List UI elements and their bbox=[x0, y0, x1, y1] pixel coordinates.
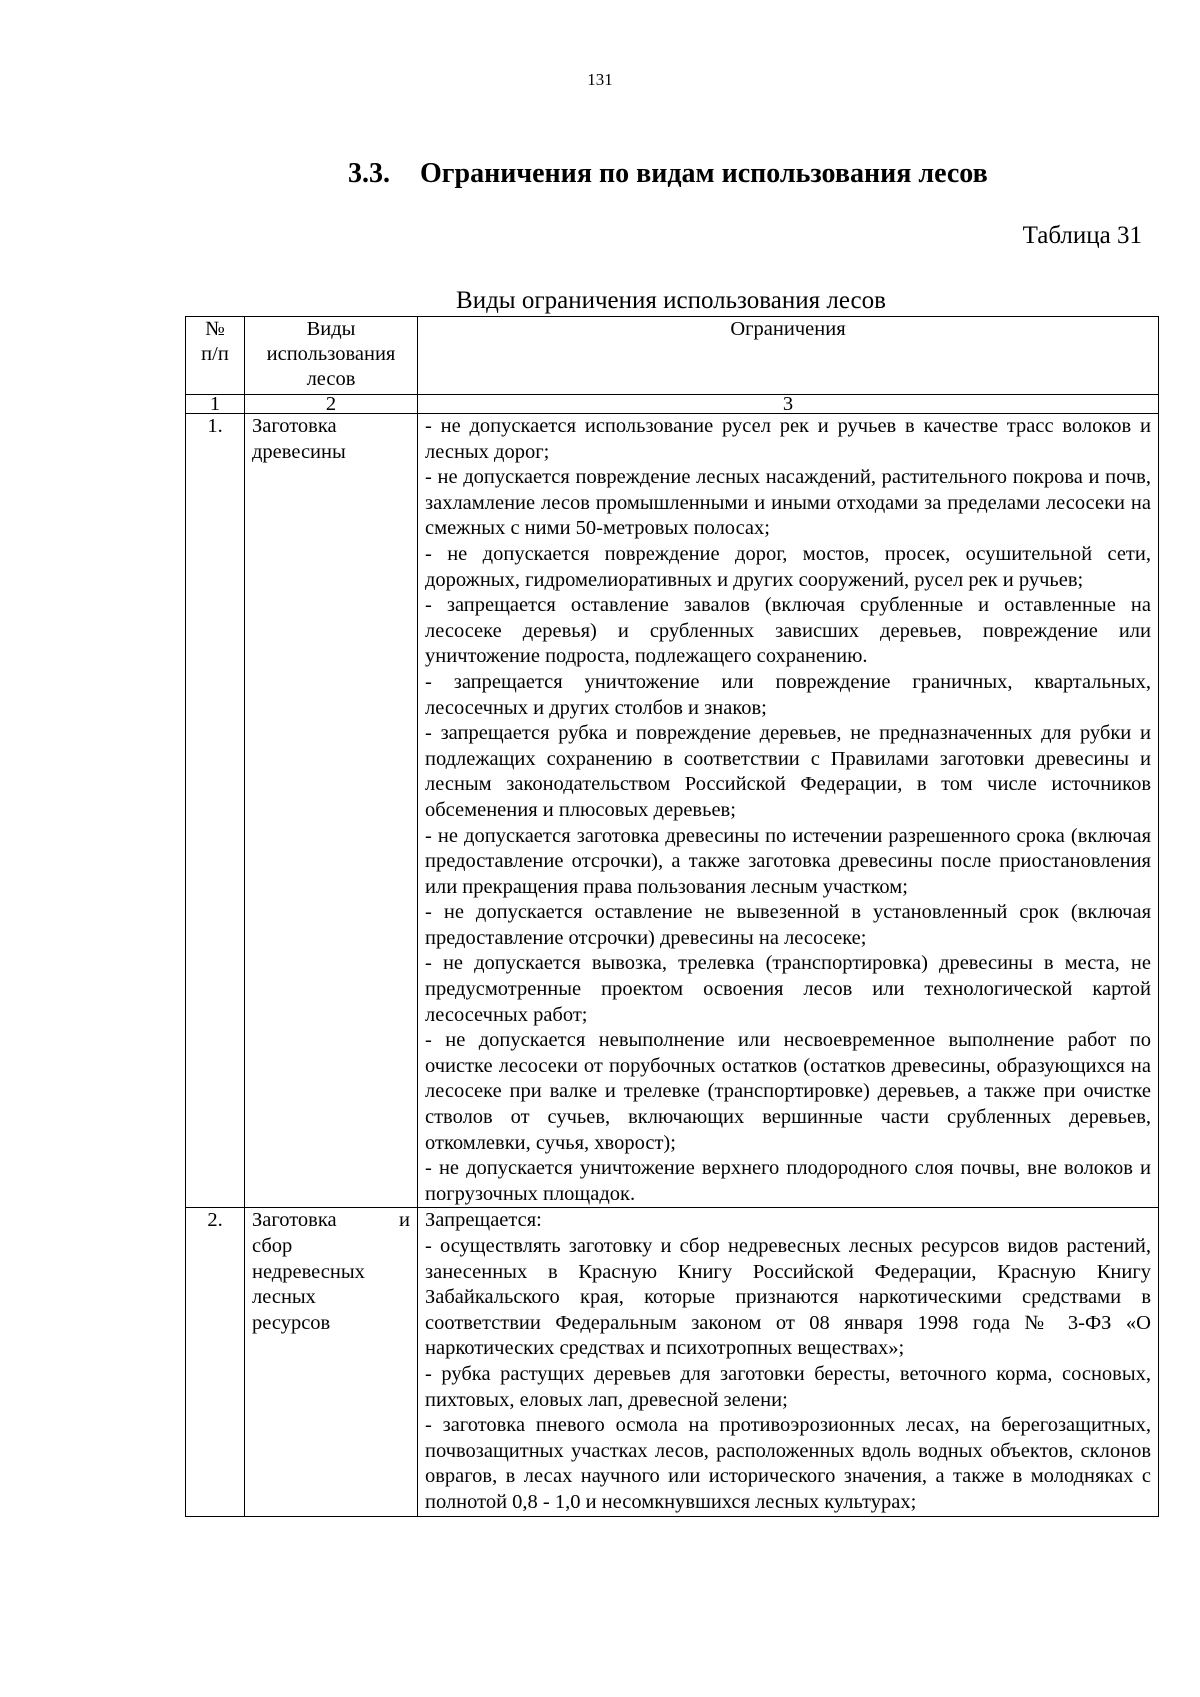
usage-kind-line: Заготовка bbox=[252, 415, 337, 437]
column-index: 2 bbox=[245, 395, 418, 414]
row-number: 2. bbox=[186, 1208, 245, 1516]
table-header-row bbox=[186, 317, 1159, 395]
table-label: Таблица 31 bbox=[1022, 222, 1142, 249]
header-restrictions: Ограничения bbox=[418, 317, 1159, 395]
header-kind-line: использования bbox=[266, 343, 396, 365]
restriction-item: - запрещается уничтожение или повреждение граничных, квартальных, лесосечных и других столбов и знаков; bbox=[425, 670, 1151, 719]
header-kind-line: Виды bbox=[306, 318, 356, 340]
restrictions-cell bbox=[418, 1208, 1159, 1516]
usage-kind-word: Заготовка bbox=[252, 1209, 337, 1232]
restriction-item: - запрещается оставление завалов (включая срубленные и оставленные на лесосеке деревья) и срубленных зависших деревьев, повреждение или уничтожение подроста, подлежащего сохранению. bbox=[425, 594, 1151, 668]
restriction-intro: Запрещается: bbox=[425, 1209, 542, 1232]
header-usage-kind bbox=[245, 317, 418, 395]
restriction-item: - рубка растущих деревьев для заготовки бересты, веточного корма, сосновых, пихтовых, еловых лап, древесной зелени; bbox=[425, 1362, 1151, 1411]
usage-kind bbox=[245, 414, 418, 1208]
restriction-item: - не допускается использование русел рек и ручьев в качестве трасс волоков и лесных дорог; bbox=[425, 415, 1151, 463]
section-number: 3.3. bbox=[348, 158, 390, 189]
restriction-item: - не допускается уничтожение верхнего плодородного слоя почвы, вне волоков и погрузочных площадок. bbox=[425, 1157, 1151, 1205]
section-title: Ограничения по видам использования лесов bbox=[420, 158, 988, 189]
usage-kind-word: и bbox=[399, 1209, 410, 1232]
usage-kind-line: сбор bbox=[252, 1235, 293, 1257]
restriction-item: - осуществлять заготовку и сбор недревесных лесных ресурсов видов растений, занесенных в Красную Книгу Российской Федерации, Красную Книгу Забайкальского края, которые признаются наркотическими средствами в соответствии Федеральным законом от 08 января 1998 года № 3-ФЗ «О наркотических средствах и психотропных веществах»; bbox=[425, 1235, 1151, 1360]
restriction-item: - не допускается заготовка древесины по истечении разрешенного срока (включая предоставление отсрочки), а также заготовка древесины после приостановления или прекращения права пользования лесным участком; bbox=[425, 824, 1151, 898]
restriction-item: - не допускается повреждение дорог, мостов, просек, осушительной сети, дорожных, гидромелиоративных и других сооружений, русел рек и ручьев; bbox=[425, 542, 1151, 591]
usage-kind-line: древесины bbox=[252, 440, 346, 463]
page-number: 131 bbox=[587, 70, 613, 89]
restrictions-cell bbox=[418, 414, 1159, 1208]
restriction-item: - заготовка пневого осмола на противоэрозионных лесах, на берегозащитных, почвозащитных участках лесов, расположенных вдоль водных объектов, склонов оврагов, в лесах научного или исторического значения, а также в молодняках с полнотой 0,8 - 1,0 и несомкнувшихся лесных культурах; bbox=[425, 1414, 1151, 1513]
usage-kind-line: недревесных bbox=[252, 1260, 365, 1283]
restrictions-table bbox=[185, 316, 1159, 1517]
column-index: 1 bbox=[186, 395, 245, 414]
usage-kind bbox=[245, 1208, 418, 1516]
column-index: 3 bbox=[418, 395, 1159, 414]
usage-kind-line: лесных bbox=[252, 1286, 316, 1309]
row-number: 1. bbox=[186, 414, 245, 1208]
restriction-item: - не допускается оставление не вывезенной в установленный срок (включая предоставление отсрочки) древесины на лесосеке; bbox=[425, 901, 1151, 949]
column-index-row bbox=[186, 395, 1159, 414]
restriction-item: - запрещается рубка и повреждение деревьев, не предназначенных для рубки и подлежащих сохранению в соответствии с Правилами заготовки древесины и лесным законодательством Российской Федерации, в том числе источников обсеменения и плюсовых деревьев; bbox=[425, 722, 1151, 821]
section-heading bbox=[348, 158, 988, 190]
table-caption: Виды ограничения использования лесов bbox=[456, 287, 886, 314]
header-number-line: № bbox=[205, 318, 225, 340]
restriction-item: - не допускается повреждение лесных насаждений, растительного покрова и почв, захламление лесов промышленными и иными отходами за пределами лесосеки на смежных с ними 50-метровых полосах; bbox=[425, 466, 1151, 540]
table-row bbox=[186, 414, 1159, 1208]
header-number-line: п/п bbox=[201, 343, 229, 365]
usage-kind-line bbox=[252, 1208, 410, 1234]
header-number bbox=[186, 317, 245, 395]
table-row bbox=[186, 1208, 1159, 1516]
restriction-item: - не допускается невыполнение или несвоевременное выполнение работ по очистке лесосеки от порубочных остатков (остатков древесины, образующихся на лесосеке при валке и трелевке (транспортировке) деревьев, а также при очистке стволов от сучьев, включающих вершинные части срубленных деревьев, откомлевки, сучья, хворост); bbox=[425, 1029, 1151, 1154]
usage-kind-line: ресурсов bbox=[252, 1311, 331, 1334]
restriction-item: - не допускается вывозка, трелевка (транспортировка) древесины в места, не предусмотренные проектом освоения лесов или технологической картой лесосечных работ; bbox=[425, 952, 1151, 1026]
header-kind-line: лесов bbox=[306, 368, 356, 390]
